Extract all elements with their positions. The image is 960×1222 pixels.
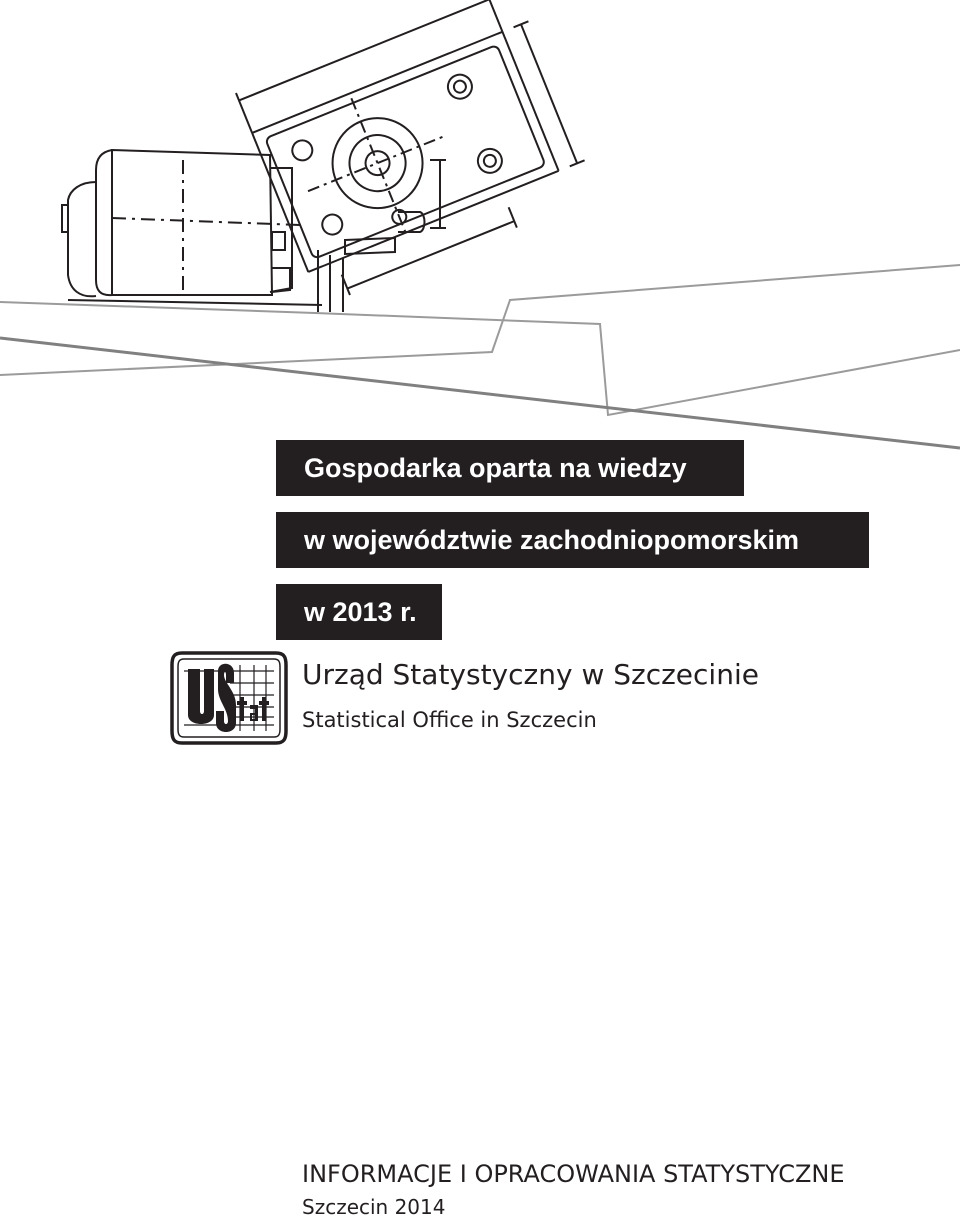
perspective-lines	[0, 265, 960, 448]
office-name-english: Statistical Office in Szczecin	[302, 708, 597, 732]
series-name: INFORMACJE I OPRACOWANIA STATYSTYCZNE	[302, 1160, 845, 1188]
office-name-polish: Urząd Statystyczny w Szczecinie	[302, 658, 759, 691]
title-line-1: Gospodarka oparta na wiedzy	[276, 440, 744, 496]
technical-drawing-illustration	[0, 0, 960, 470]
place-and-year: Szczecin 2014	[302, 1195, 446, 1219]
motor-drawing	[62, 0, 598, 312]
ustat-logo-icon	[170, 649, 288, 747]
title-line-3: w 2013 r.	[276, 584, 442, 640]
title-line-2: w województwie zachodniopomorskim	[276, 512, 869, 568]
